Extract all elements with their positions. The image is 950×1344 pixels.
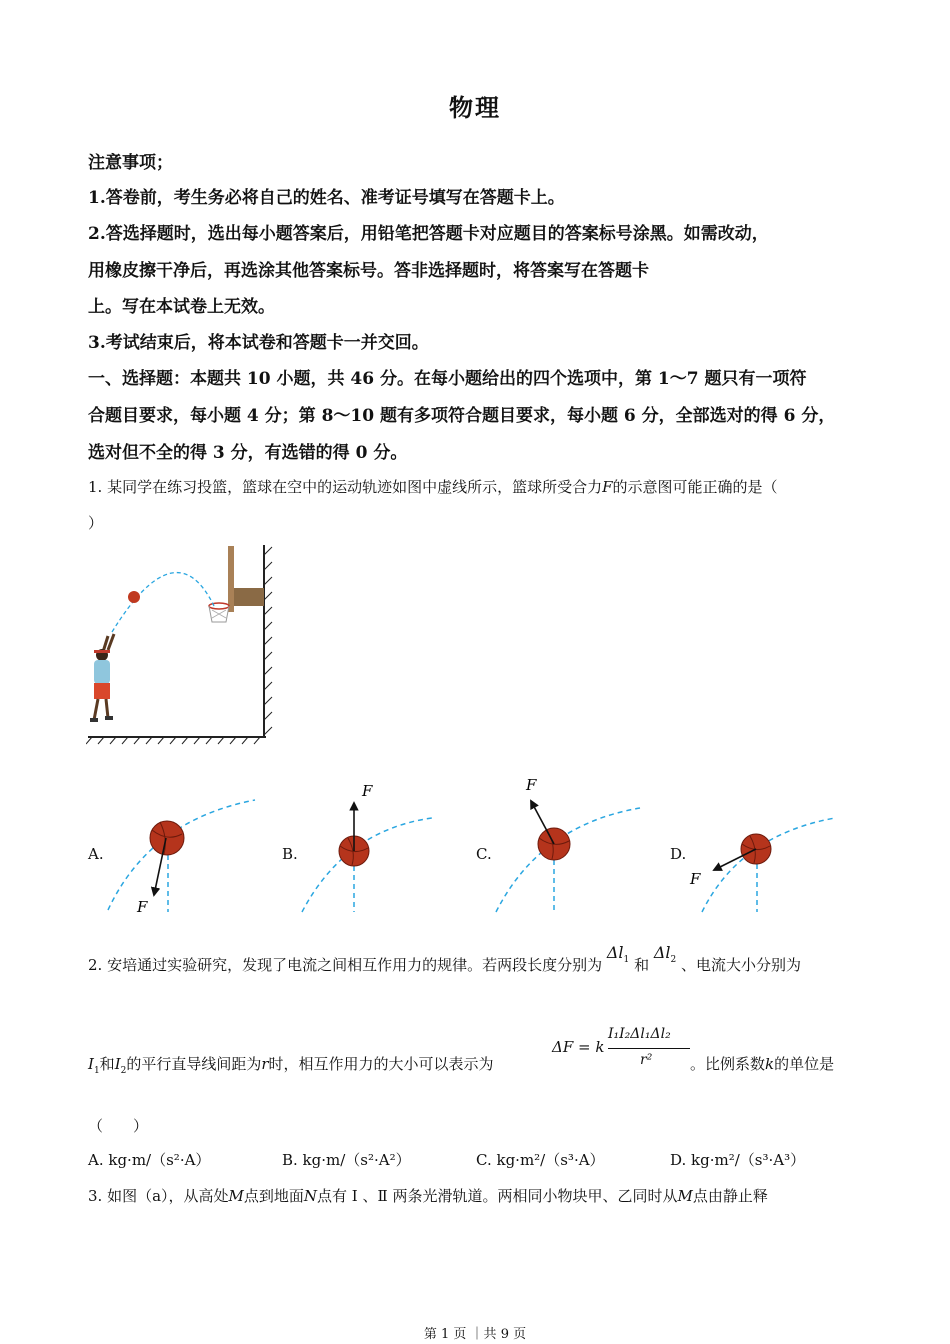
q2-stem-line-2-end: 。比例系数k的单位是 [690,1055,835,1073]
q1-option-c-figure [496,776,640,912]
q2-option-b: B. kg·m/（s²·A²） [282,1151,411,1169]
section-1-line-2: 合题目要求，每小题 4 分；第 8～10 题有多项符合题目要求，每小题 6 分，全部选对的得 6 分， [88,406,836,426]
q1-stem-close: ） [88,514,104,532]
q1-option-c-label: C. [476,845,492,863]
q2-stem-line-2: $I_1$和$I_2$的平行直导线间距为r时，相互作用力的大小可以表示为 [88,1055,494,1076]
q1-option-a-figure [108,800,255,916]
q1-stem: 1. 某同学在练习投篮，篮球在空中的运动轨迹如图中虚线所示，篮球所受合力F的示意图可能正确的是（ [88,478,778,496]
section-1-line-1: 一、选择题：本题共 10 小题，共 46 分。在每小题给出的四个选项中，第 1～7 题只有一项符 [88,369,807,389]
q2-answer-paren: （ ） [88,1117,149,1135]
q3-stem: 3. 如图（a），从高处M点到地面N点有 Ⅰ 、Ⅱ 两条光滑轨道。两相同小物块甲、乙同时从M点由静止释 [88,1187,768,1205]
q2-option-c: C. kg·m²/（s³·A） [476,1151,605,1169]
q2-option-a: A. kg·m/（s²·A） [88,1151,211,1169]
notice-line-4: 上。写在本试卷上无效。 [88,297,275,317]
q1-option-d-label: D. [670,845,687,863]
q1-b-force-label: F [362,782,373,800]
q1-a-force-label: F [137,898,148,916]
q1-option-b-label: B. [282,845,298,863]
q1-option-b-figure [302,782,432,912]
q1-d-force-label: F [690,870,701,888]
page-title: 物理 [449,93,501,122]
section-1-line-3: 选对但不全的得 3 分，有选错的得 0 分。 [88,443,408,463]
basketball-scene-figure [86,540,276,750]
q1-option-d-figure [689,818,835,912]
q1-c-force-label: F [526,776,537,794]
notice-line-5: 3.考试结束后，将本试卷和答题卡一并交回。 [88,333,429,353]
q2-option-d: D. kg·m²/（s³·A³） [670,1151,806,1169]
page-footer: 第 1 页 ｜共 9 页 [423,1327,527,1342]
q2-stem-line-1: 2. 安培通过实验研究，发现了电流之间相互作用力的规律。若两段长度分别为 $\Delta l_1$ 和 $\Delta l_2$ 、电流大小分别为 [88,943,802,974]
q1-option-a-label: A. [88,845,104,863]
notice-line-2: 2.答选择题时，选出每小题答案后，用铅笔把答题卡对应题目的答案标号涂黑。如需改动， [88,224,769,244]
notice-line-1: 1.答卷前，考生务必将自己的姓名、准考证号填写在答题卡上。 [88,188,565,208]
notice-line-3: 用橡皮擦干净后，再选涂其他答案标号。答非选择题时，将答案写在答题卡 [88,261,649,281]
notice-heading: 注意事项； [88,153,173,173]
